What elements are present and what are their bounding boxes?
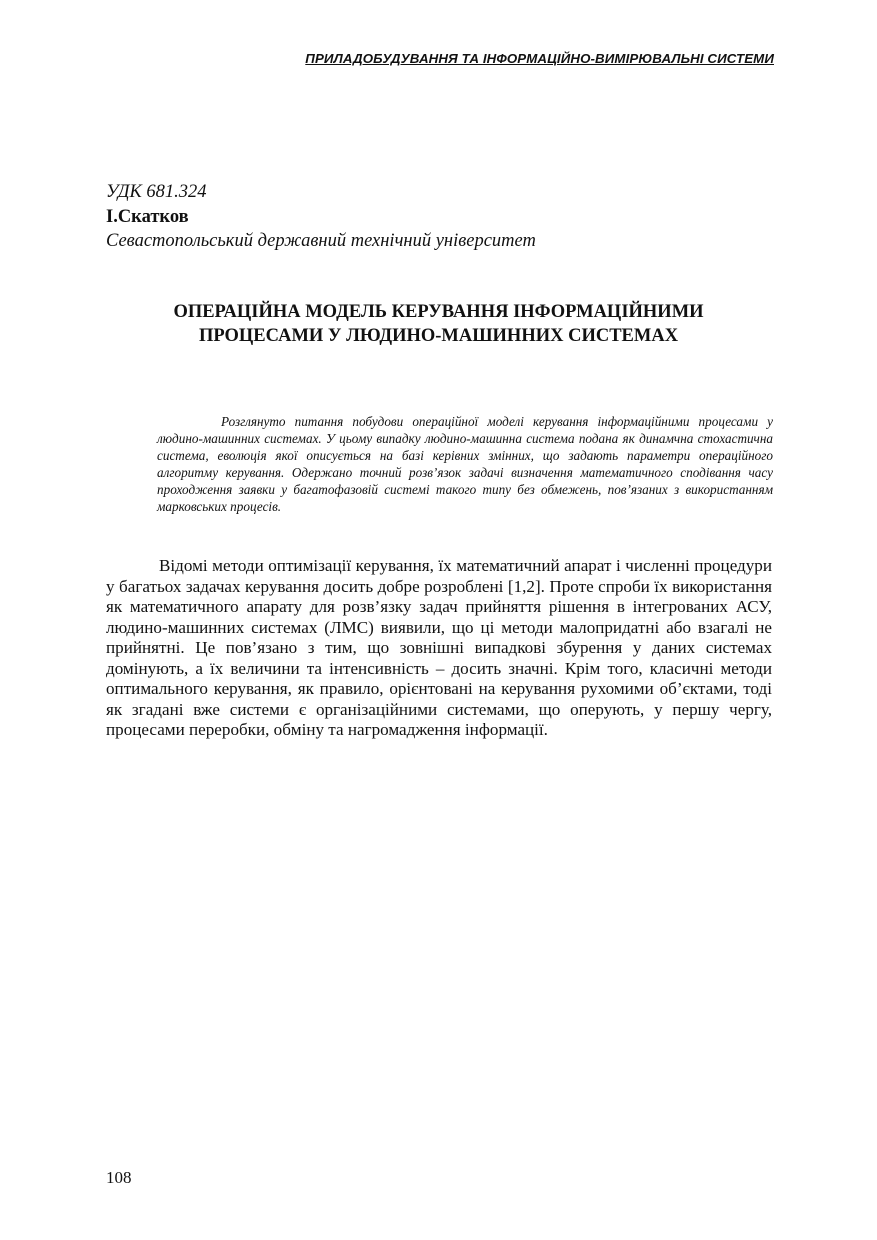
article-title-line-2: ПРОЦЕСАМИ У ЛЮДИНО-МАШИННИХ СИСТЕМАХ <box>198 326 679 346</box>
author-name: І.Скатков <box>106 207 189 227</box>
abstract-text: Розглянуто питання побудови операційної моделі керування інформаційними процесами у людино-машинних системах. У цьому випадку людино-машинна система подана як динамчна стохастична система, еволюція якої описується на базі керівних змінних, що задають параметри операційного алгоритму керування. Одержано точний розв’язок задачі визначення математичного сподівання часу проходження заявки у багатофазовій системі такого типу без обмежень, пов’язаних з використанням марковських процесів. <box>157 414 773 515</box>
body-paragraph: Відомі методи оптимізації керування, їх математичний апарат і численні процедури у багатьох задачах керування досить добре розроблені [1,2]. Проте спроби їх використання як математичного апарату для розв’язку задач прийняття рішення в інтегрованих АСУ, людино-машинних системах (ЛМС) виявили, що ці методи малопридатні або взагалі не прийнятні. Це пов’язано з тим, що зовнішні випадкові збурення у даних системах домінують, а їх величини та інтенсивність – досить значні. Крім того, класичні методи оптимального керування, як правило, орієнтовані на керування рухомими об’єктами, тоді як згадані вже системи є організаційними системами, що оперують, у першу чергу, процесами переробки, обміну та нагромадження інформації. <box>106 556 772 739</box>
udk-code: УДК 681.324 <box>106 182 207 202</box>
article-title-line-1: ОПЕРАЦІЙНА МОДЕЛЬ КЕРУВАННЯ ІНФОРМАЦІЙНИМИ <box>173 302 704 322</box>
page-number: 108 <box>106 1168 132 1187</box>
author-affiliation: Севастопольський державний технічний університет <box>106 231 536 251</box>
article-title <box>106 300 771 348</box>
running-header: ПРИЛАДОБУДУВАННЯ ТА ІНФОРМАЦІЙНО-ВИМІРЮВАЛЬНІ СИСТЕМИ <box>305 51 774 66</box>
